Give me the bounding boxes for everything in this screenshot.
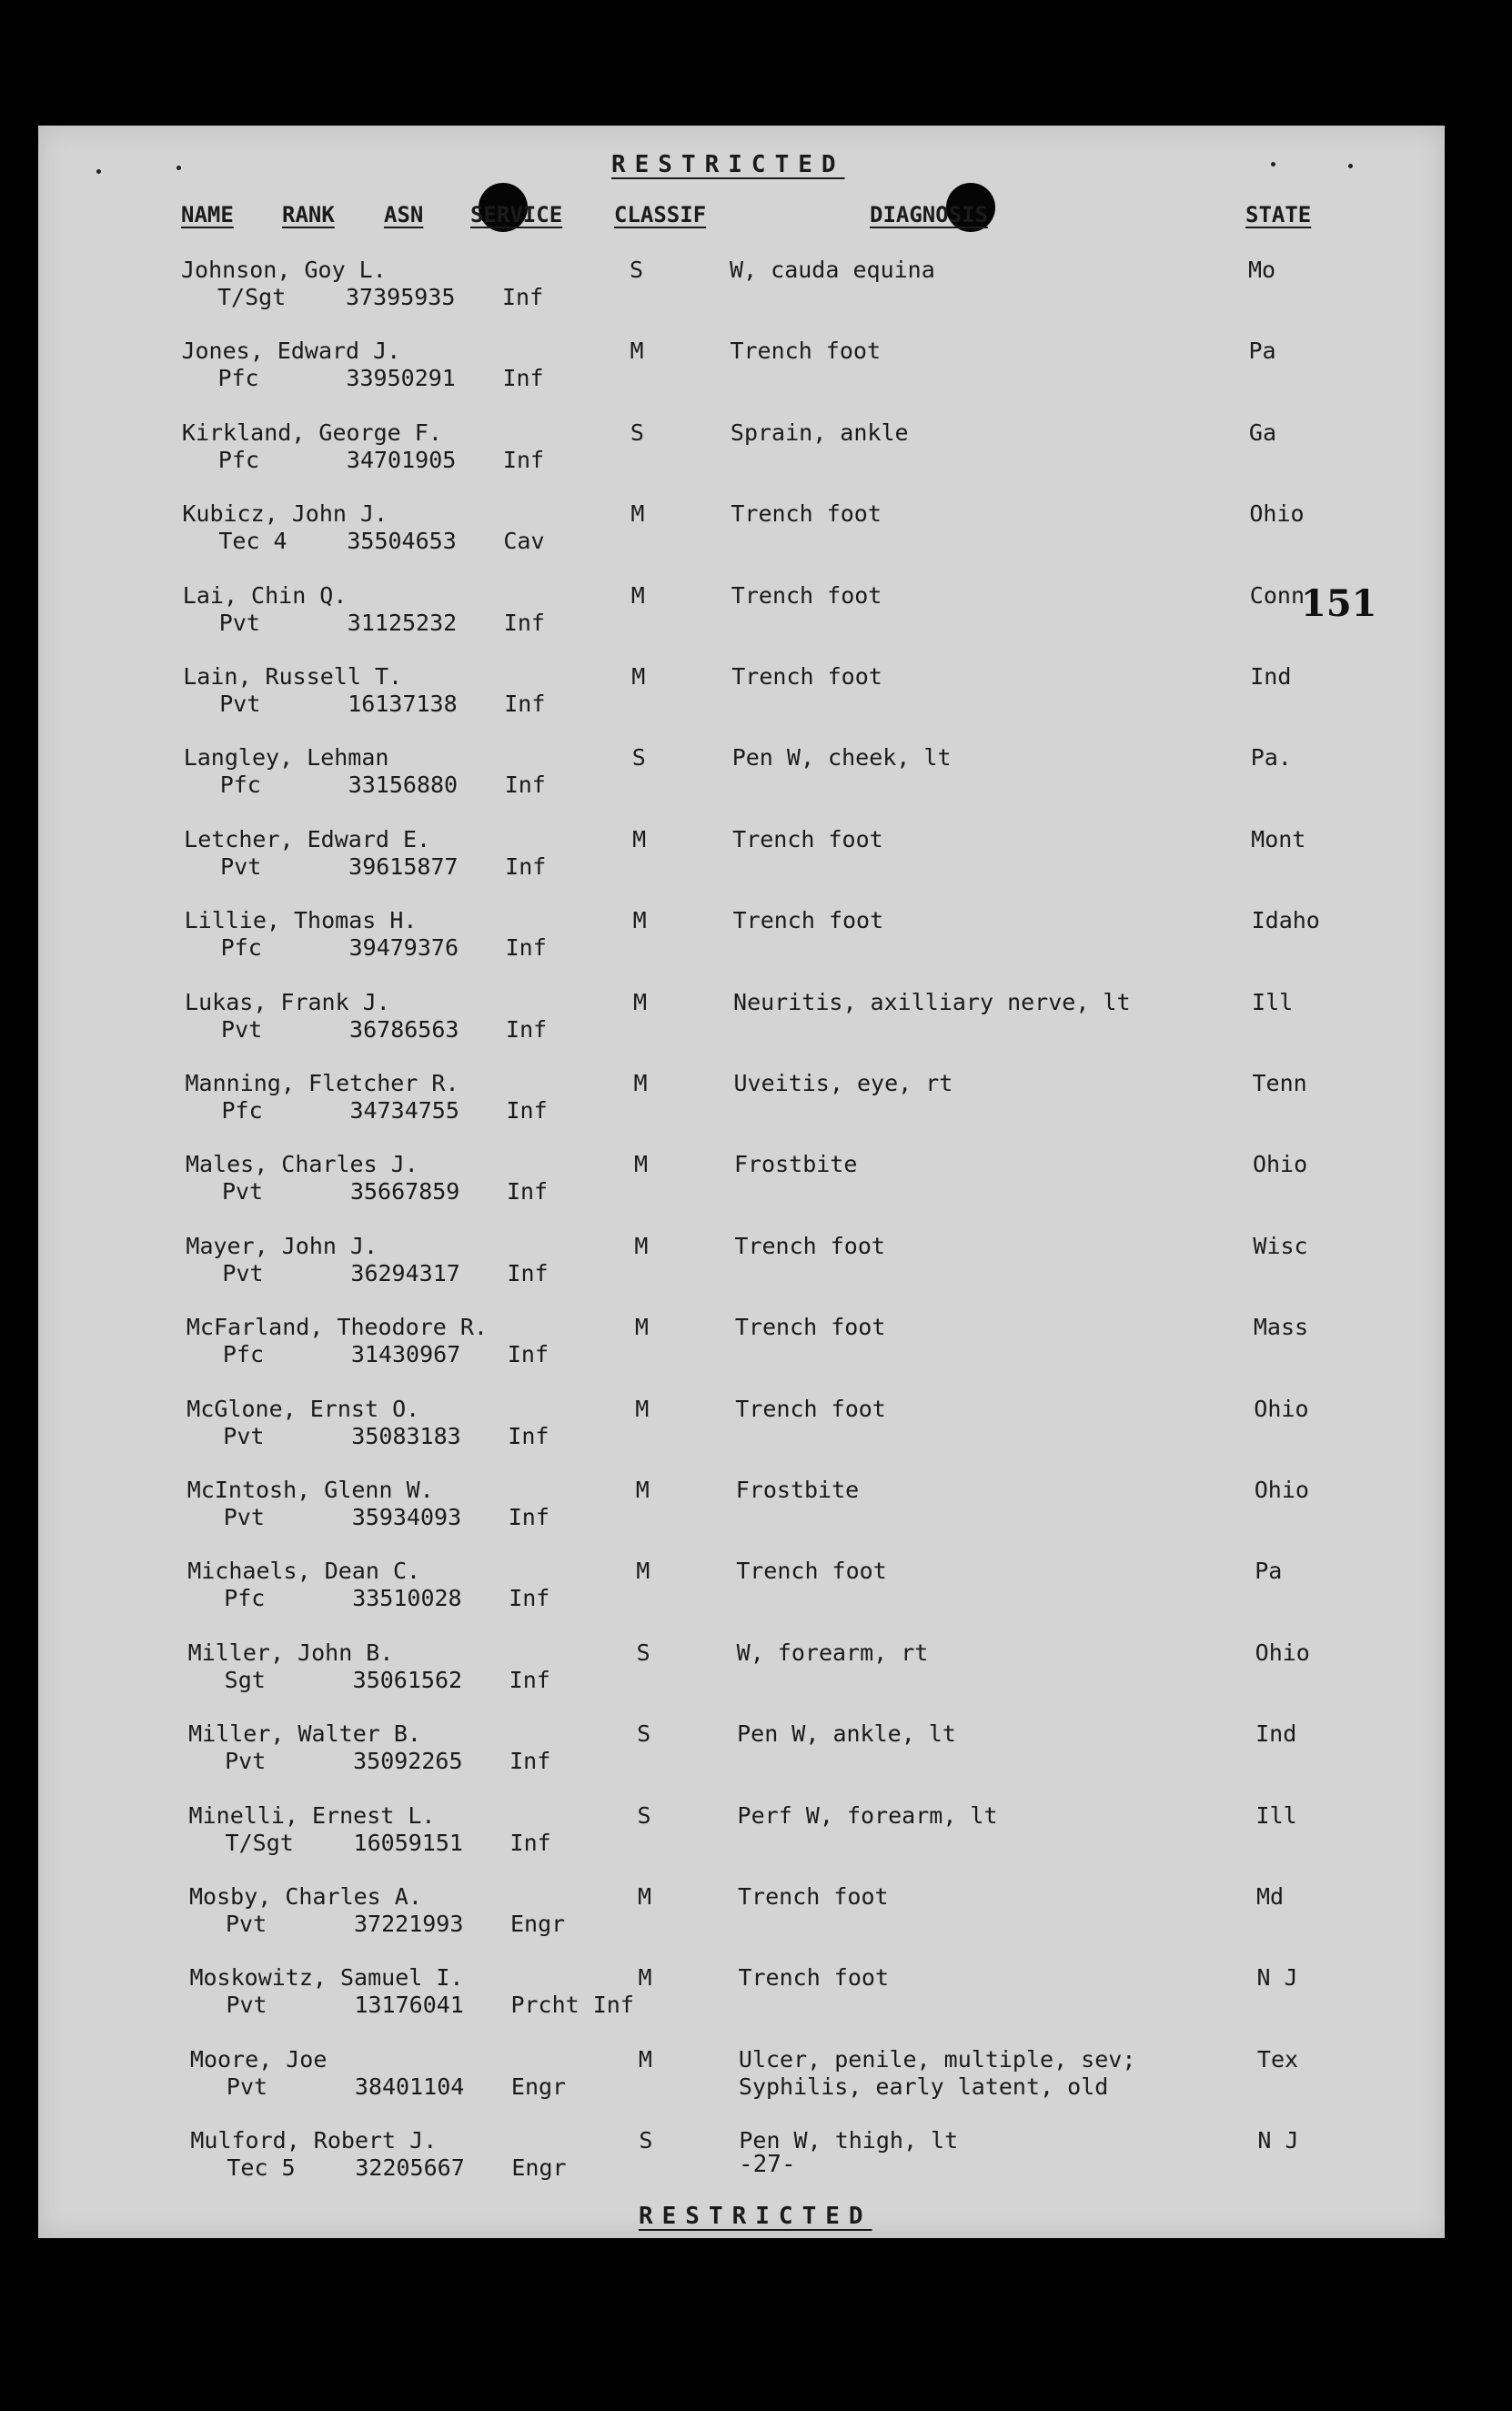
record-rank: Tec 4 — [218, 528, 287, 555]
header-rank: RANK — [282, 202, 335, 227]
record-state: Mass — [1253, 1314, 1309, 1341]
record-service: Inf — [504, 691, 546, 717]
page-stamp: 151 — [1301, 582, 1377, 625]
record-asn: 13176041 — [354, 1992, 464, 2019]
speck — [1348, 164, 1353, 168]
record-classification: M — [636, 1558, 650, 1585]
record-state: Ill — [1252, 988, 1294, 1015]
record-state: Ill — [1255, 1801, 1297, 1829]
record-state: Ohio — [1254, 1395, 1309, 1422]
record-classification: M — [631, 663, 646, 690]
record-diagnosis: Trench foot — [738, 1883, 889, 1910]
record-rank: Pvt — [221, 1178, 264, 1206]
record-asn: 39615877 — [348, 852, 459, 880]
record-name: Johnson, Goy L. — [181, 257, 387, 283]
record-name: Langley, Lehman — [183, 744, 389, 772]
record-asn: 35504653 — [347, 528, 457, 555]
header-classif: CLASSIF — [614, 202, 707, 227]
record-name: Michaels, Dean C. — [187, 1558, 421, 1585]
record-diagnosis-continued: Syphilis, early latent, old — [738, 2073, 1109, 2100]
record-classification: M — [632, 907, 647, 934]
record-asn: 39479376 — [348, 934, 459, 962]
record-classification: M — [635, 1477, 650, 1503]
record-state: Wisc — [1253, 1232, 1308, 1259]
record-rank: Pfc — [222, 1341, 264, 1368]
record-rank: Pvt — [220, 852, 262, 880]
record-rank: Pfc — [220, 934, 262, 962]
record-diagnosis: Trench foot — [731, 500, 882, 528]
record-name: Males, Charles J. — [185, 1151, 418, 1178]
record-diagnosis: Trench foot — [731, 663, 882, 690]
record-service: Inf — [506, 1015, 548, 1043]
header-asn: ASN — [384, 202, 424, 227]
record-asn: 33950291 — [346, 365, 456, 392]
record-service: Inf — [506, 1097, 548, 1124]
record-classification: S — [637, 1801, 651, 1829]
record-rank: Tec 5 — [227, 2154, 296, 2182]
record-classification: M — [633, 988, 648, 1015]
record-service: Inf — [509, 1829, 551, 1856]
record-rank: Pvt — [221, 1015, 263, 1043]
record-state: Mo — [1248, 257, 1276, 283]
record-classification: S — [631, 744, 646, 772]
record-asn: 37395935 — [346, 284, 456, 310]
record-diagnosis: W, forearm, rt — [736, 1639, 929, 1666]
record-service: Engr — [510, 1911, 566, 1937]
record-service: Inf — [508, 1422, 549, 1449]
record-diagnosis: Frostbite — [735, 1477, 860, 1503]
record-diagnosis: Trench foot — [730, 338, 882, 365]
record-state: Pa. — [1250, 744, 1292, 772]
record-classification: M — [630, 500, 645, 528]
record-rank: Pvt — [223, 1422, 265, 1449]
record-name: McIntosh, Glenn W. — [186, 1477, 434, 1503]
record-asn: 38401104 — [354, 2073, 465, 2100]
record-rank: Pvt — [219, 691, 261, 717]
record-rank: Pvt — [222, 1259, 264, 1286]
record-state: Pa — [1255, 1558, 1283, 1585]
record-state: N J — [1256, 1964, 1298, 1992]
record-diagnosis: Sprain, ankle — [730, 419, 909, 446]
record-classification: S — [637, 1720, 651, 1748]
record-asn: 33156880 — [348, 772, 459, 799]
record-diagnosis: Ulcer, penile, multiple, sev; — [738, 2045, 1136, 2073]
record-rank: Pfc — [217, 365, 259, 392]
document-page — [38, 126, 1445, 2238]
record-service: Prcht Inf — [510, 1992, 634, 2019]
record-name: Jones, Edward J. — [181, 338, 401, 365]
header-service: SERVICE — [470, 202, 563, 227]
header-diagnosis: DIAGNOSIS — [870, 202, 989, 227]
record-classification: M — [633, 1151, 648, 1178]
speck — [1271, 162, 1275, 166]
record-classification: S — [639, 2127, 653, 2154]
record-name: Mayer, John J. — [186, 1232, 378, 1259]
record-asn: 36786563 — [349, 1015, 459, 1043]
record-name: Moskowitz, Samuel I. — [189, 1964, 464, 1992]
record-state: N J — [1257, 2127, 1299, 2154]
record-rank: T/Sgt — [217, 284, 287, 310]
record-diagnosis: Trench foot — [732, 825, 883, 852]
record-service: Inf — [504, 772, 546, 799]
record-rank: Pvt — [226, 1911, 267, 1937]
record-service: Inf — [507, 1341, 549, 1368]
record-classification: M — [635, 1395, 650, 1422]
record-asn: 34734755 — [349, 1097, 459, 1124]
record-state: Ohio — [1249, 500, 1305, 528]
record-diagnosis: Trench foot — [732, 907, 884, 934]
record-rank: Pvt — [226, 1992, 267, 2019]
record-state: Tenn — [1252, 1070, 1307, 1096]
record-service: Inf — [502, 284, 544, 310]
record-rank: Pfc — [221, 1097, 263, 1124]
record-diagnosis: Pen W, thigh, lt — [739, 2127, 959, 2154]
record-rank: Sgt — [224, 1666, 266, 1693]
record-name: Kubicz, John J. — [182, 500, 388, 528]
record-classification: S — [630, 257, 644, 283]
record-asn: 36294317 — [350, 1259, 460, 1286]
record-name: McGlone, Ernst O. — [186, 1395, 420, 1422]
record-diagnosis: Pen W, ankle, lt — [737, 1720, 956, 1748]
record-rank: Pvt — [223, 1504, 265, 1530]
record-service: Inf — [502, 365, 544, 392]
classification-marking-bottom: RESTRICTED — [639, 2203, 872, 2230]
record-name: Moore, Joe — [189, 2045, 328, 2073]
record-name: Lain, Russell T. — [183, 663, 403, 690]
record-diagnosis: Trench foot — [731, 581, 882, 609]
record-service: Inf — [509, 1666, 550, 1693]
record-state: Conn — [1249, 581, 1305, 609]
record-asn: 16059151 — [353, 1829, 463, 1856]
record-rank: Pvt — [226, 2073, 268, 2100]
record-rank: Pfc — [217, 446, 260, 473]
record-diagnosis: Pen W, cheek, lt — [731, 744, 952, 772]
record-name: Manning, Fletcher R. — [185, 1070, 459, 1096]
record-name: Miller, John B. — [187, 1639, 394, 1666]
record-state: Md — [1256, 1883, 1285, 1910]
record-state: Ohio — [1255, 1639, 1310, 1666]
record-service: Inf — [509, 1748, 551, 1775]
record-classification: M — [638, 1883, 652, 1910]
record-diagnosis: Trench foot — [734, 1232, 885, 1259]
speck — [176, 166, 181, 170]
record-name: Lai, Chin Q. — [182, 581, 348, 609]
record-state: Ohio — [1254, 1477, 1309, 1503]
record-state: Ind — [1255, 1720, 1297, 1748]
speck — [96, 169, 101, 174]
record-classification: M — [632, 825, 647, 852]
record-asn: 32205667 — [355, 2154, 465, 2182]
record-classification: M — [634, 1232, 649, 1259]
record-name: Miller, Walter B. — [188, 1720, 421, 1748]
record-classification: M — [634, 1314, 649, 1341]
record-asn: 31125232 — [347, 609, 458, 636]
record-name: Kirkland, George F. — [181, 419, 442, 446]
record-asn: 35667859 — [349, 1178, 460, 1206]
record-name: Lillie, Thomas H. — [184, 907, 418, 934]
record-diagnosis: Trench foot — [735, 1395, 886, 1422]
record-state: Pa — [1248, 338, 1276, 365]
record-service: Engr — [510, 2073, 567, 2100]
record-classification: M — [630, 338, 644, 365]
record-asn: 33510028 — [352, 1585, 462, 1612]
record-classification: M — [633, 1070, 648, 1096]
record-diagnosis: Trench foot — [738, 1964, 890, 1992]
record-service: Inf — [507, 1259, 549, 1286]
record-state: Ind — [1250, 663, 1292, 690]
header-name: NAME — [181, 202, 234, 227]
record-diagnosis: Trench foot — [734, 1314, 886, 1341]
record-service: Inf — [502, 446, 545, 473]
record-state: Tex — [1256, 2045, 1299, 2073]
record-diagnosis: Frostbite — [733, 1151, 858, 1178]
record-asn: 34701905 — [346, 446, 457, 473]
classification-marking-top: RESTRICTED — [611, 151, 845, 178]
record-state: Ga — [1248, 419, 1276, 446]
record-asn: 37221993 — [354, 1911, 464, 1937]
record-asn: 16137138 — [348, 691, 458, 717]
record-service: Inf — [506, 1178, 549, 1206]
record-diagnosis: W, cauda equina — [730, 257, 935, 283]
record-rank: Pfc — [219, 772, 261, 799]
record-service: Inf — [509, 1585, 550, 1612]
record-name: Minelli, Ernest L. — [188, 1801, 436, 1829]
record-rank: Pvt — [218, 609, 260, 636]
record-asn: 31430967 — [350, 1341, 461, 1368]
record-asn: 35092265 — [353, 1748, 463, 1775]
record-name: Mulford, Robert J. — [190, 2127, 438, 2154]
record-diagnosis: Perf W, forearm, lt — [737, 1801, 998, 1829]
record-diagnosis: Neuritis, axilliary nerve, lt — [733, 988, 1131, 1015]
record-name: Mosby, Charles A. — [189, 1883, 422, 1910]
page-number: -27- — [739, 2151, 796, 2178]
record-asn: 35934093 — [351, 1504, 462, 1530]
record-state: Mont — [1251, 825, 1306, 852]
record-service: Inf — [505, 852, 547, 880]
record-classification: S — [636, 1639, 650, 1666]
record-state: Idaho — [1251, 907, 1320, 934]
record-rank: Pfc — [224, 1585, 266, 1612]
record-service: Cav — [503, 528, 545, 555]
record-asn: 35061562 — [352, 1666, 463, 1693]
record-name: Letcher, Edward E. — [184, 825, 431, 852]
header-state: STATE — [1245, 202, 1312, 227]
record-classification: M — [630, 581, 645, 609]
record-service: Engr — [511, 2154, 567, 2182]
record-asn: 35083183 — [351, 1422, 461, 1449]
record-rank: T/Sgt — [225, 1829, 294, 1856]
record-name: McFarland, Theodore R. — [186, 1314, 488, 1341]
record-classification: M — [638, 2045, 652, 2073]
record-service: Inf — [505, 934, 547, 962]
record-rank: Pvt — [225, 1748, 267, 1775]
record-name: Lukas, Frank J. — [185, 988, 390, 1015]
record-service: Inf — [508, 1504, 549, 1530]
record-state: Ohio — [1252, 1151, 1308, 1178]
record-diagnosis: Uveitis, eye, rt — [733, 1070, 953, 1096]
record-classification: S — [630, 419, 644, 446]
record-service: Inf — [503, 609, 545, 636]
record-diagnosis: Trench foot — [736, 1558, 887, 1585]
record-classification: M — [638, 1964, 652, 1992]
